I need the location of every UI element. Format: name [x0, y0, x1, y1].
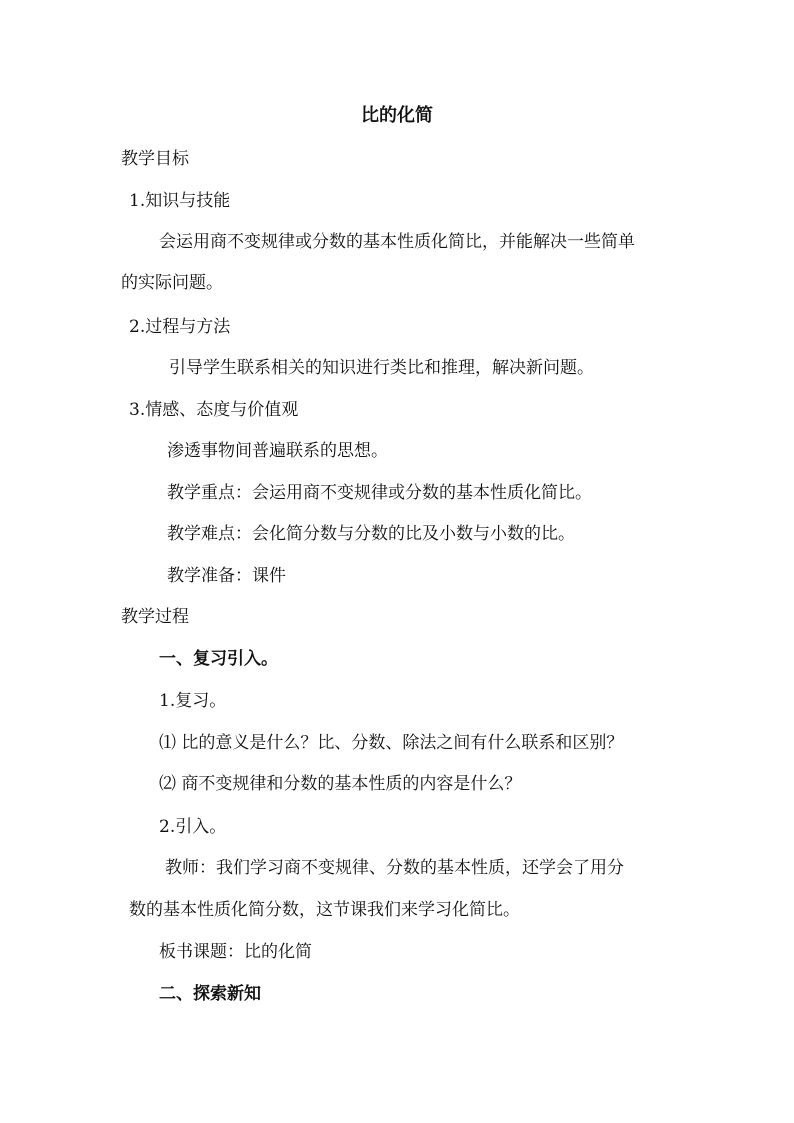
document-title: 比的化简	[361, 105, 433, 126]
part1-heading: 一、复习引入。	[159, 649, 278, 669]
goal2-heading: 2.过程与方法	[129, 317, 231, 337]
teacher-text-line2: 数的基本性质化简分数，这节课我们来学习化简比。	[129, 900, 520, 920]
preparation: 教学准备：课件	[167, 566, 286, 586]
goal1-text-line2: 的实际问题。	[121, 273, 223, 293]
goal3-heading: 3.情感、态度与价值观	[129, 400, 299, 420]
goal3-text: 渗透事物间普遍联系的思想。	[167, 441, 388, 461]
process-heading: 教学过程	[121, 607, 189, 627]
key-point: 教学重点：会运用商不变规律或分数的基本性质化简比。	[167, 483, 592, 503]
review-question-1: ⑴ 比的意义是什么？比、分数、除法之间有什么联系和区别？	[159, 733, 624, 753]
goal1-heading: 1.知识与技能	[129, 191, 231, 211]
goal2-text: 引导学生联系相关的知识进行类比和推理，解决新问题。	[169, 358, 594, 378]
board-title: 板书课题：比的化简	[159, 942, 312, 962]
difficulty: 教学难点：会化简分数与分数的比及小数与小数的比。	[167, 524, 575, 544]
review-heading: 1.复习。	[159, 691, 227, 711]
goals-heading: 教学目标	[121, 149, 189, 169]
part2-heading: 二、探索新知	[159, 984, 261, 1004]
teacher-text-line1: 教师：我们学习商不变规律、分数的基本性质，还学会了用分	[165, 858, 624, 878]
goal1-text-line1: 会运用商不变规律或分数的基本性质化简比，并能解决一些简单	[159, 232, 635, 252]
intro-heading: 2.引入。	[159, 817, 227, 837]
review-question-2: ⑵ 商不变规律和分数的基本性质的内容是什么？	[159, 774, 522, 794]
